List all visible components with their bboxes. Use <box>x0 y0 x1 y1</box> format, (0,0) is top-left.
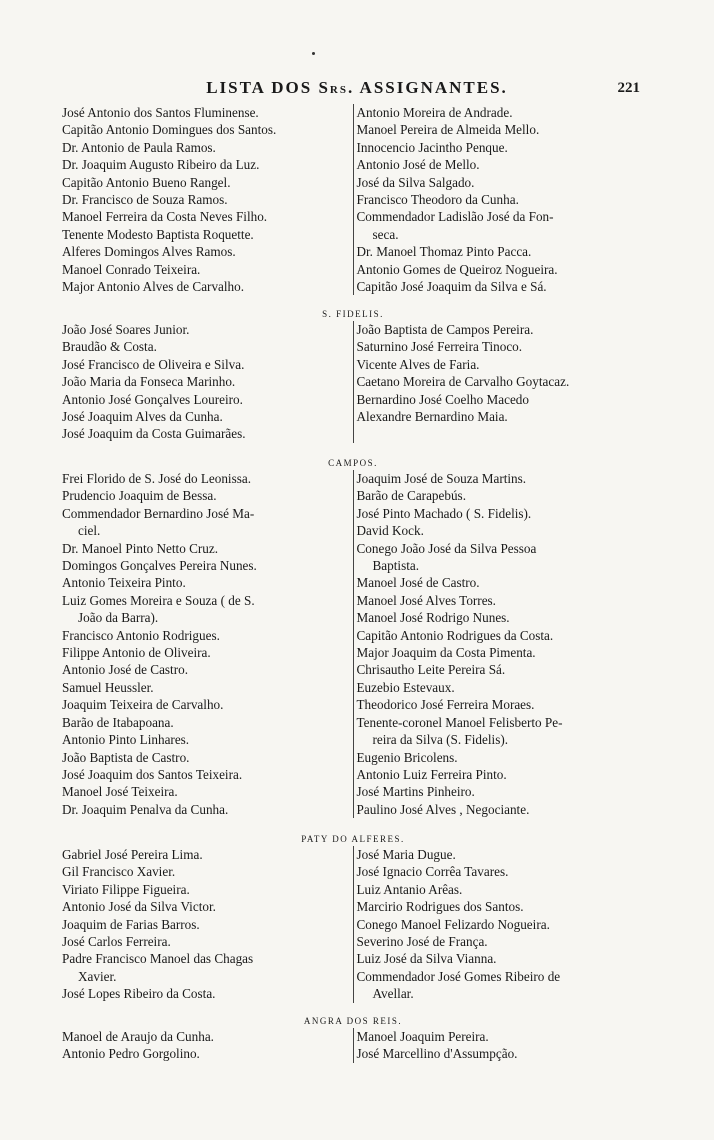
subscriber-entry <box>357 574 645 591</box>
subscriber-entry <box>62 985 350 1002</box>
entry-line: José Marcellino d'Assumpção. <box>356 1046 518 1062</box>
entry-line: Manoel José Teixeira. <box>62 784 178 800</box>
section-title: CAMPOS. <box>328 458 378 468</box>
entry-line: Commendador José Gomes Ribeiro de <box>356 968 561 984</box>
subscriber-entry <box>357 408 645 425</box>
entry-line: Eugenio Bricolens. <box>356 749 458 765</box>
entry-line: Manoel de Araujo da Cunha. <box>62 1029 214 1044</box>
entry-line: Manoel Ferreira da Costa Neves Filho. <box>62 209 268 225</box>
entry-line: Braudão & Costa. <box>62 339 157 355</box>
entry-line: Antonio José de Castro. <box>62 662 189 678</box>
subscriber-entry <box>62 208 350 225</box>
subscriber-entry <box>62 714 350 731</box>
entry-line: Conego Manoel Felizardo Nogueira. <box>356 916 550 932</box>
subscriber-entry <box>357 916 645 933</box>
right-column <box>353 321 645 443</box>
entry-line: Conego João José da Silva Pessoa <box>356 540 537 556</box>
subscriber-entry <box>62 1045 350 1062</box>
subscriber-entry <box>62 243 350 260</box>
entry-line: Manoel Pereira de Almeida Mello. <box>356 122 540 138</box>
subscriber-entry <box>357 208 645 243</box>
entry-line: Chrisautho Leite Pereira Sá. <box>356 662 506 678</box>
entry-line: Manoel Joaquim Pereira. <box>356 1029 489 1044</box>
subscriber-entry <box>62 933 350 950</box>
subscriber-entry <box>62 540 350 557</box>
subscriber-entry <box>357 783 645 800</box>
entry-line: José Maria Dugue. <box>356 847 456 862</box>
subscriber-entry <box>357 749 645 766</box>
section-paty-do-alferes <box>62 832 644 1003</box>
entry-line: Dr. Joaquim Penalva da Cunha. <box>62 801 229 817</box>
subscriber-entry <box>62 278 350 295</box>
subscriber-entry <box>62 592 350 627</box>
subscriber-entry <box>62 373 350 390</box>
subscriber-entry <box>357 278 645 295</box>
entry-line: Antonio José de Mello. <box>356 157 480 173</box>
subscriber-entry <box>357 1045 645 1062</box>
entry-line: Marcirio Rodrigues dos Santos. <box>356 899 524 915</box>
entry-line: Alexandre Bernardino Maia. <box>356 409 508 425</box>
section-campos <box>62 456 644 818</box>
left-column <box>62 470 353 818</box>
entry-line: Luiz Gomes Moreira e Souza ( de S. <box>62 592 255 608</box>
ink-speck <box>312 52 315 55</box>
entry-continuation: ciel. <box>78 523 101 539</box>
entry-line: Joaquim de Farias Barros. <box>62 916 200 932</box>
subscriber-entry <box>62 766 350 783</box>
subscriber-entry <box>357 191 645 208</box>
subscriber-entry <box>62 470 350 487</box>
subscriber-entry <box>62 261 350 278</box>
subscriber-entry <box>62 226 350 243</box>
subscriber-entry <box>357 1028 645 1045</box>
two-column-list <box>62 321 644 443</box>
entry-line: João José Soares Junior. <box>62 322 190 337</box>
subscriber-entry <box>357 156 645 173</box>
subscriber-entry <box>62 557 350 574</box>
right-column <box>353 470 645 818</box>
subscriber-entry <box>62 749 350 766</box>
subscriber-entry <box>62 916 350 933</box>
entry-line: Severino José de França. <box>356 934 488 950</box>
subscriber-entry <box>357 609 645 626</box>
subscriber-entry <box>62 1028 350 1045</box>
entry-line: Commendador Ladislão José da Fon- <box>356 209 554 225</box>
entry-line: José da Silva Salgado. <box>356 174 475 190</box>
entry-continuation: seca. <box>372 226 399 242</box>
subscriber-entry <box>62 644 350 661</box>
entry-line: Major Antonio Alves de Carvalho. <box>62 279 245 295</box>
entry-continuation: Xavier. <box>78 968 117 984</box>
subscriber-entry <box>62 627 350 644</box>
subscriber-entry <box>357 391 645 408</box>
entry-line: Alferes Domingos Alves Ramos. <box>62 244 236 260</box>
entry-line: Antonio Pinto Linhares. <box>62 732 190 748</box>
entry-line: Viriato Filippe Figueira. <box>62 881 190 897</box>
two-column-list <box>62 846 644 1003</box>
entry-line: Capitão Antonio Rodrigues da Costa. <box>356 627 554 643</box>
subscriber-entry <box>357 139 645 156</box>
entry-line: Capitão José Joaquim da Silva e Sá. <box>356 279 547 295</box>
subscriber-entry <box>357 766 645 783</box>
two-column-list <box>62 104 644 295</box>
entry-line: Francisco Theodoro da Cunha. <box>356 192 519 208</box>
subscriber-entry <box>357 243 645 260</box>
entry-line: Theodorico José Ferreira Moraes. <box>356 697 535 713</box>
left-column <box>62 846 353 1003</box>
entry-line: Domingos Gonçalves Pereira Nunes. <box>62 558 257 574</box>
subscriber-entry <box>357 627 645 644</box>
entry-line: Barão de Itabapoana. <box>62 714 174 730</box>
subscriber-entry <box>357 968 645 1003</box>
entry-line: José Joaquim dos Santos Teixeira. <box>62 766 243 782</box>
subscriber-entry <box>357 679 645 696</box>
entry-line: Paulino José Alves , Negociante. <box>356 801 530 817</box>
entry-line: Filippe Antonio de Oliveira. <box>62 645 211 661</box>
entry-line: Antonio Teixeira Pinto. <box>62 575 186 591</box>
subscriber-entry <box>62 321 350 338</box>
entry-line: Gabriel José Pereira Lima. <box>62 847 203 862</box>
subscriber-entry <box>357 121 645 138</box>
subscriber-entry <box>357 592 645 609</box>
entry-line: Manoel José Rodrigo Nunes. <box>356 610 510 626</box>
subscriber-entry <box>62 425 350 442</box>
subscriber-entry <box>62 679 350 696</box>
entry-line: Manoel Conrado Teixeira. <box>62 261 201 277</box>
subscriber-entry <box>357 522 645 539</box>
entry-line: Gil Francisco Xavier. <box>62 864 176 880</box>
subscriber-entry <box>62 156 350 173</box>
entry-line: David Kock. <box>356 523 424 539</box>
subscriber-entry <box>62 846 350 863</box>
entry-line: João Baptista de Campos Pereira. <box>356 322 534 337</box>
subscriber-entry <box>62 408 350 425</box>
left-column <box>62 321 353 443</box>
entry-line: Major Joaquim da Costa Pimenta. <box>356 645 536 661</box>
subscriber-entry <box>62 696 350 713</box>
entry-line: José Pinto Machado ( S. Fidelis). <box>356 505 532 521</box>
section-title: S. FIDELIS. <box>322 309 384 319</box>
entry-line: Antonio Moreira de Andrade. <box>356 105 513 120</box>
subscriber-entry <box>62 783 350 800</box>
subscriber-entry <box>62 191 350 208</box>
subscriber-entry <box>357 696 645 713</box>
right-column <box>353 1028 645 1063</box>
right-column <box>353 104 645 295</box>
entry-line: Joaquim José de Souza Martins. <box>356 471 527 486</box>
subscriber-entry <box>62 338 350 355</box>
entry-line: José Martins Pinheiro. <box>356 784 475 800</box>
subscriber-entry <box>62 139 350 156</box>
two-column-list <box>62 470 644 818</box>
entry-line: Manoel José Alves Torres. <box>356 592 496 608</box>
subscriber-entry <box>62 391 350 408</box>
subscriber-entry <box>357 898 645 915</box>
entry-continuation: Avellar. <box>372 986 414 1002</box>
entry-line: Barão de Carapebús. <box>356 488 466 504</box>
entry-line: Commendador Bernardino José Ma- <box>62 505 255 521</box>
entry-line: Saturnino José Ferreira Tinoco. <box>356 339 523 355</box>
entry-line: Capitão Antonio Bueno Rangel. <box>62 174 231 190</box>
left-column <box>62 1028 353 1063</box>
section-title: ANGRA DOS REIS. <box>303 1016 403 1026</box>
entry-line: João Maria da Fonseca Marinho. <box>62 374 236 390</box>
section-title: PATY DO ALFERES. <box>301 834 405 844</box>
entry-line: Tenente Modesto Baptista Roquette. <box>62 226 254 242</box>
subscriber-entry <box>357 470 645 487</box>
entry-continuation: Baptista. <box>372 558 420 574</box>
entry-line: Prudencio Joaquim de Bessa. <box>62 488 217 504</box>
subscriber-entry <box>357 261 645 278</box>
subscriber-entry <box>62 731 350 748</box>
entry-line: Antonio José da Silva Victor. <box>62 899 216 915</box>
entry-line: Luiz Antanio Arêas. <box>356 881 463 897</box>
entry-line: Antonio Gomes de Queiroz Nogueira. <box>356 261 558 277</box>
entry-line: Padre Francisco Manoel das Chagas <box>62 951 254 967</box>
subscriber-entry <box>357 356 645 373</box>
section-untitled <box>62 104 644 295</box>
entry-line: José Antonio dos Santos Fluminense. <box>62 105 259 120</box>
entry-line: Dr. Antonio de Paula Ramos. <box>62 139 216 155</box>
subscriber-entry <box>62 881 350 898</box>
entry-line: Manoel José de Castro. <box>356 575 480 591</box>
entry-line: José Carlos Ferreira. <box>62 934 171 950</box>
entry-continuation: reira da Silva (S. Fidelis). <box>372 732 509 748</box>
entry-line: Antonio Luiz Ferreira Pinto. <box>356 766 507 782</box>
subscriber-entry <box>62 863 350 880</box>
entry-line: Francisco Antonio Rodrigues. <box>62 627 220 643</box>
page-title: LISTA DOS SRS. ASSIGNANTES. <box>206 78 508 97</box>
subscriber-entry <box>62 487 350 504</box>
subscriber-entry <box>357 714 645 749</box>
subscriber-entry <box>357 644 645 661</box>
entry-line: Dr. Francisco de Souza Ramos. <box>62 192 228 208</box>
entry-line: Innocencio Jacintho Penque. <box>356 139 508 155</box>
subscriber-entry <box>357 863 645 880</box>
subscriber-entry <box>62 104 350 121</box>
entry-line: José Lopes Ribeiro da Costa. <box>62 986 216 1002</box>
subscriber-entry <box>357 950 645 967</box>
subscriber-entry <box>357 801 645 818</box>
entry-line: Tenente-coronel Manoel Felisberto Pe- <box>356 714 563 730</box>
entry-line: Frei Florido de S. José do Leonissa. <box>62 471 252 486</box>
subscriber-entry <box>357 540 645 575</box>
subscriber-entry <box>357 505 645 522</box>
entry-line: José Francisco de Oliveira e Silva. <box>62 356 245 372</box>
entry-line: José Ignacio Corrêa Tavares. <box>356 864 509 880</box>
left-column <box>62 104 353 295</box>
subscriber-entry <box>357 933 645 950</box>
section-angra-dos-reis <box>62 1014 644 1063</box>
subscriber-entry <box>62 801 350 818</box>
entry-line: Dr. Joaquim Augusto Ribeiro da Luz. <box>62 157 260 173</box>
entry-line: Vicente Alves de Faria. <box>356 356 480 372</box>
subscriber-entry <box>62 898 350 915</box>
subscriber-entry <box>357 881 645 898</box>
subscriber-entry <box>357 174 645 191</box>
entry-continuation: João da Barra). <box>78 610 159 626</box>
subscriber-entry <box>357 487 645 504</box>
subscriber-entry <box>62 121 350 138</box>
subscriber-entry <box>62 174 350 191</box>
page-header <box>0 78 714 102</box>
page-number: 221 <box>617 80 640 96</box>
entry-line: Euzebio Estevaux. <box>356 679 455 695</box>
subscriber-entry <box>62 574 350 591</box>
entry-line: Bernardino José Coelho Macedo <box>356 391 529 407</box>
entry-line: Dr. Manoel Pinto Netto Cruz. <box>62 540 219 556</box>
entry-line: Dr. Manoel Thomaz Pinto Pacca. <box>356 244 532 260</box>
subscriber-entry <box>62 950 350 985</box>
subscriber-entry <box>62 356 350 373</box>
entry-line: Samuel Heussler. <box>62 679 154 695</box>
subscriber-entry <box>357 338 645 355</box>
entry-line: Capitão Antonio Domingues dos Santos. <box>62 122 277 138</box>
entry-line: Caetano Moreira de Carvalho Goytacaz. <box>356 374 570 390</box>
right-column <box>353 846 645 1003</box>
subscriber-entry <box>357 373 645 390</box>
entry-line: José Joaquim Alves da Cunha. <box>62 409 223 425</box>
subscriber-entry <box>357 846 645 863</box>
subscriber-entry <box>357 104 645 121</box>
subscriber-entry <box>62 505 350 540</box>
entry-line: Antonio Pedro Gorgolino. <box>62 1046 200 1062</box>
subscriber-entry <box>62 661 350 678</box>
subscriber-entry <box>357 321 645 338</box>
entry-line: João Baptista de Castro. <box>62 749 190 765</box>
entry-line: José Joaquim da Costa Guimarães. <box>62 426 246 442</box>
entry-line: Luiz José da Silva Vianna. <box>356 951 497 967</box>
subscriber-entry <box>357 661 645 678</box>
entry-line: Joaquim Teixeira de Carvalho. <box>62 697 224 713</box>
section-s-fidelis <box>62 307 644 443</box>
two-column-list <box>62 1028 644 1063</box>
entry-line: Antonio José Gonçalves Loureiro. <box>62 391 243 407</box>
